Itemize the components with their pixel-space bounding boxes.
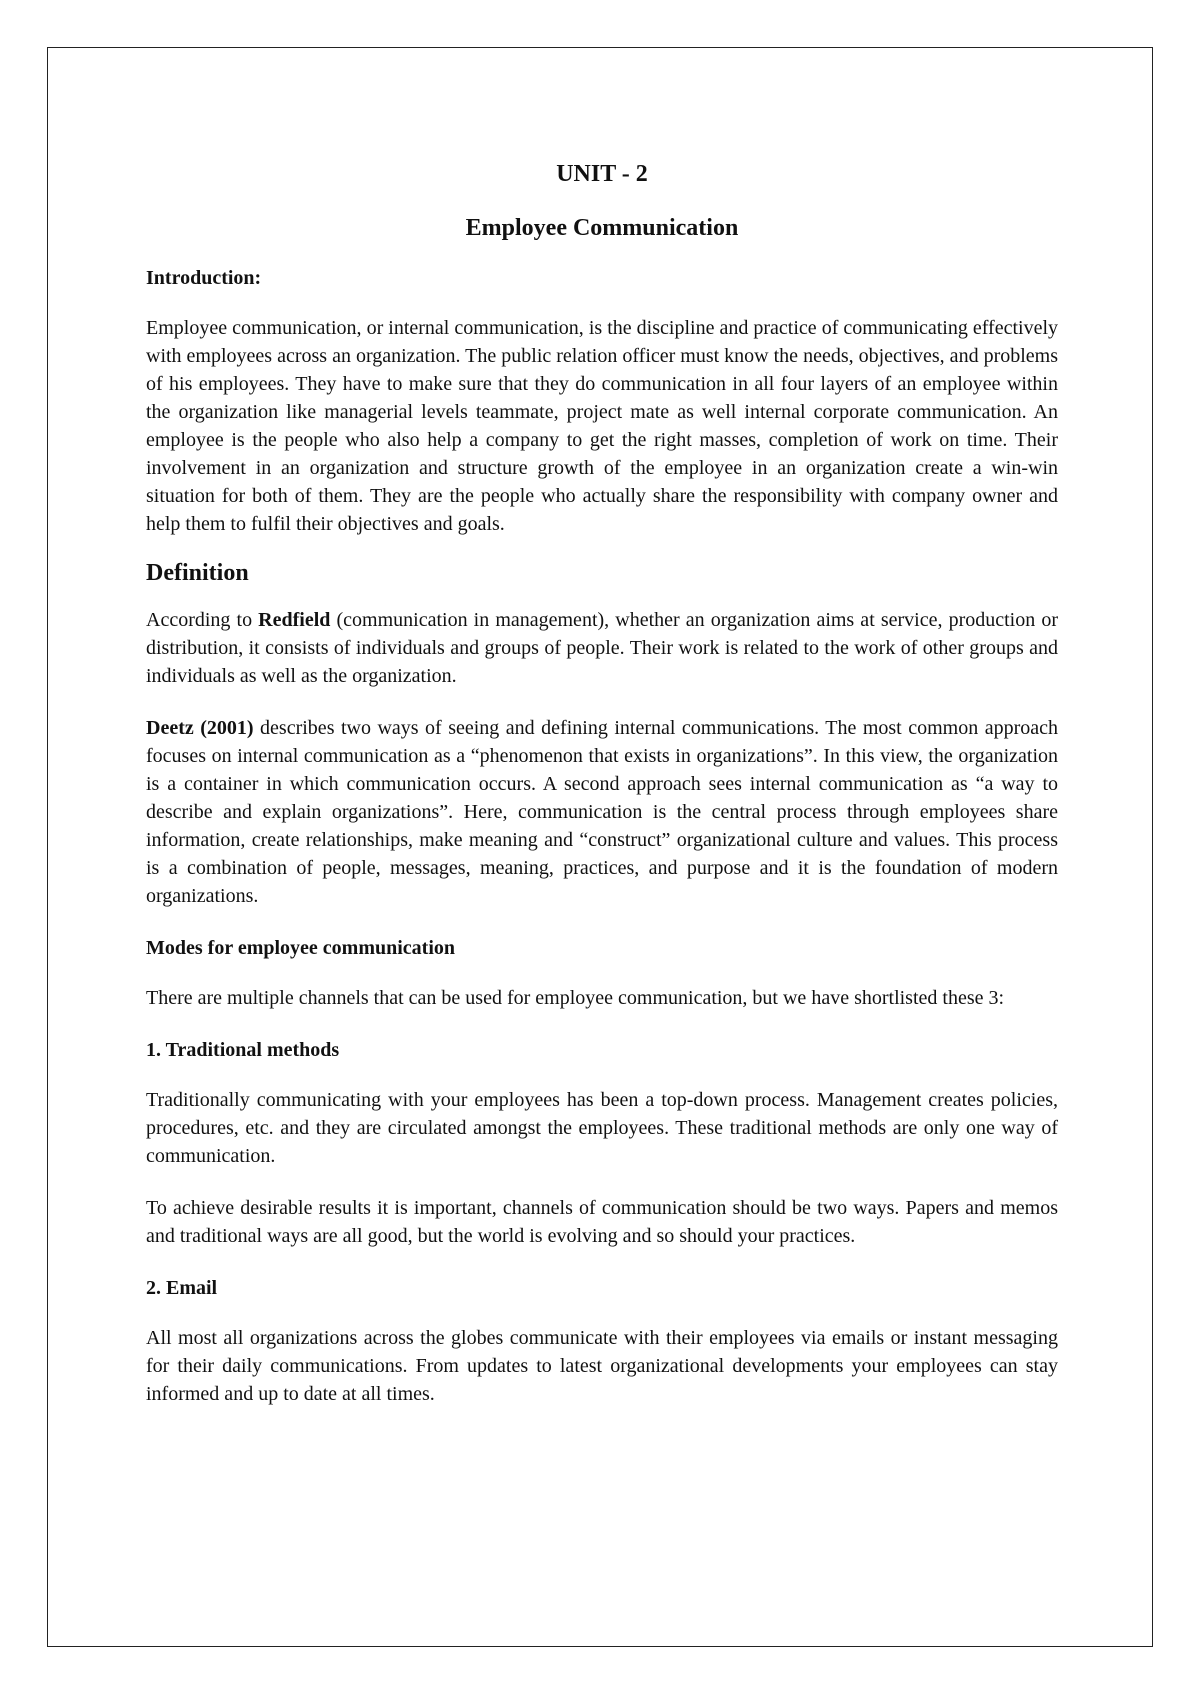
modes-heading: Modes for employee communication [146, 937, 456, 959]
modes-paragraph: There are multiple channels that can be used for employee communication, but we have shortlisted these 3: [146, 987, 1005, 1009]
traditional-paragraph-2: To achieve desirable results it is important, channels of communication should be two ways. Papers and memos and traditional ways are all good, but the world is evolving and so should your practices. [146, 1197, 1058, 1247]
introduction-paragraph: Employee communication, or internal communication, is the discipline and practice of communicating effectively with employees across an organization. The public relation officer must know the needs, objectives, and problems of his employees. They have to make sure that they do communication in all four layers of an employee within the organization like managerial levels teammate, project mate as well internal corporate communication. An employee is the people who also help a company to get the right masses, completion of work on time. Their involvement in an organization and structure growth of the employee in an organization create a win-win situation for both of them. They are the people who actually share the responsibility with company owner and help them to fulfil their objectives and goals. [146, 317, 1058, 535]
email-paragraph: All most all organizations across the globes communicate with their employees via emails or instant messaging for their daily communications. From updates to latest organizational developments your employees can stay informed and up to date at all times. [146, 1327, 1058, 1405]
definition-paragraph-deetz [146, 714, 1058, 910]
introduction-heading: Introduction: [146, 267, 262, 289]
traditional-paragraph-1: Traditionally communicating with your employees has been a top-down process. Management creates policies, procedures, etc. and they are circulated amongst the employees. These traditional methods are only one way of communication. [146, 1089, 1058, 1167]
traditional-methods-heading: 1. Traditional methods [146, 1039, 340, 1061]
deetz-citation: Deetz (2001) [146, 717, 254, 739]
document-title: Employee Communication [465, 215, 739, 241]
document-body [146, 160, 1058, 1432]
email-heading: 2. Email [146, 1277, 218, 1299]
unit-title: UNIT - 2 [556, 161, 648, 187]
definition-para2-rest: describes two ways of seeing and defining internal communications. The most common approach focuses on internal communication as a “phenomenon that exists in organizations”. In this view, the organization is a container in which communication occurs. A second approach sees internal communication as “a way to describe and explain organizations”. Here, communication is the central process through employees share information, create relationships, make meaning and “construct” organizational culture and values. This process is a combination of people, messages, meaning, practices, and purpose and it is the foundation of modern organizations. [146, 717, 1058, 907]
definition-para1-rest: (communication in management), whether an organization aims at service, production or distribution, it consists of individuals and groups of people. Their work is related to the work of other groups and individuals as well as the organization. [146, 609, 1058, 687]
definition-heading: Definition [146, 560, 249, 586]
definition-para1-prefix: According to [146, 609, 259, 631]
redfield-name: Redfield [258, 609, 331, 631]
definition-paragraph-redfield [146, 606, 1058, 690]
